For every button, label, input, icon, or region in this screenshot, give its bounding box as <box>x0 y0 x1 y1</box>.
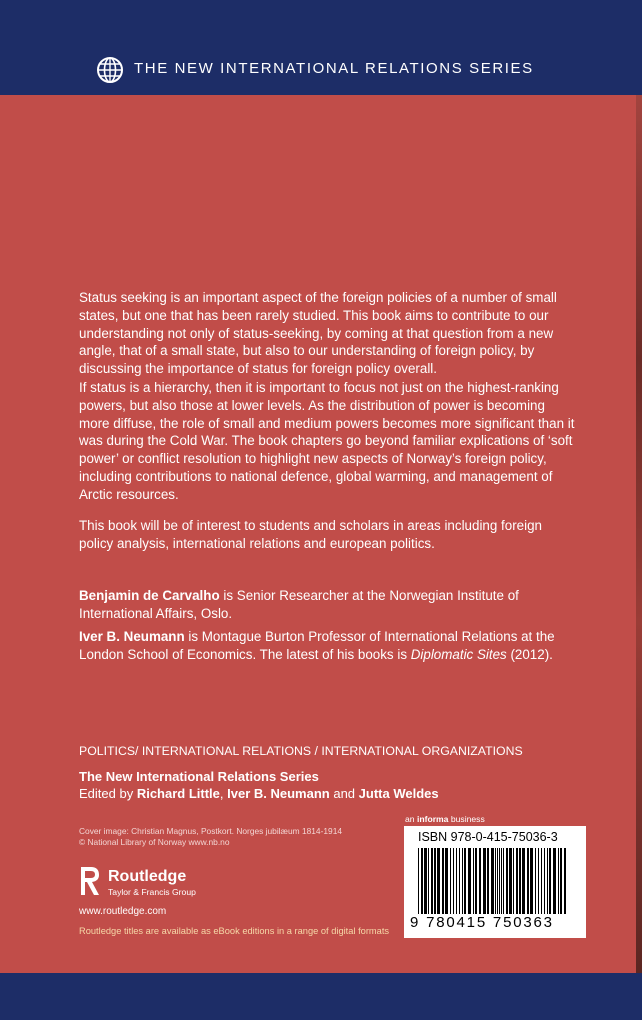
informa-brand: informa <box>416 814 449 824</box>
subject-categories: POLITICS/ INTERNATIONAL RELATIONS / INTERNATIONAL ORGANIZATIONS <box>79 744 523 758</box>
author-bio-1 <box>79 587 579 623</box>
author-name-1: Benjamin de Carvalho <box>79 588 220 603</box>
editor-1: Richard Little <box>136 786 220 801</box>
editor-3: Jutta Weldes <box>358 786 439 801</box>
barcode-digits: 9 780415 750363 <box>410 914 554 931</box>
bottom-band <box>0 973 642 1020</box>
series-editors <box>79 785 439 802</box>
blurb-text-3: This book will be of interest to students and scholars in areas including foreign policy analysis, international relations and european politics. <box>79 518 542 551</box>
isbn-label: ISBN 978-0-415-75036-3 <box>418 830 558 844</box>
author-name-2: Iver B. Neumann <box>79 629 185 644</box>
top-band <box>0 0 642 95</box>
blurb-text-2: If status is a hierarchy, then it is important to focus not just on the highest-ranking powers, but also those at lower levels. As the distribution of power is becoming more diffuse, the role of small and medium powers becomes more significant than it was during the Cold War. The book chapters go beyond familiar explications of ‘soft power’ or conflict resolution to highlight new aspects of Norway’s foreign policy, including contributions to national defence, global warming, and management of Arctic resources. <box>79 380 575 502</box>
series-title: THE NEW INTERNATIONAL RELATIONS SERIES <box>134 60 534 77</box>
editor-separator: , <box>219 786 228 801</box>
blurb-text-1: Status seeking is an important aspect of the foreign policies of a number of small states, but one that has been rarely studied. This book aims to contribute to our understanding not only of status-seeking, by coming at that question from a new angle, that of a small state, but also to our understanding of foreign policy, by discussing the importance of status for foreign policy overall. <box>79 290 557 377</box>
author-bio-text-1: is Senior Researcher at the Norwegian Institute of International Affairs, Oslo. <box>79 588 519 621</box>
series-info <box>79 768 439 802</box>
cover-credit-line-2: © National Library of Norway www.nb.no <box>79 837 230 847</box>
globe-icon <box>96 56 124 84</box>
isbn-barcode <box>404 826 586 938</box>
blurb-paragraph-3 <box>79 517 579 553</box>
barcode-bars <box>418 848 570 914</box>
author-book-year: (2012). <box>506 646 553 662</box>
blurb-paragraph-1 <box>79 289 579 378</box>
routledge-r-icon <box>79 866 101 896</box>
edited-by-label: Edited by <box>79 786 137 801</box>
publisher-name: Routledge <box>108 868 187 885</box>
editor-and: and <box>329 786 359 801</box>
publisher-group: Taylor & Francis Group <box>108 887 196 897</box>
editor-2: Iver B. Neumann <box>227 786 330 801</box>
author-bio-text-2: is Montague Burton Professor of International Relations at the London School of Economics. The latest of his books is <box>79 629 555 662</box>
author-book-title: Diplomatic Sites <box>410 646 507 662</box>
cover-credits <box>79 826 342 848</box>
spine-edge <box>636 95 642 973</box>
cover-credit-line-1: Cover image: Christian Magnus, Postkort. Norges jubilæum 1814-1914 <box>79 826 343 836</box>
publisher-url: www.routledge.com <box>79 906 167 917</box>
informa-suffix: business <box>448 814 485 824</box>
informa-prefix: an <box>405 814 417 824</box>
blurb-paragraph-2 <box>79 379 579 504</box>
author-bio-2 <box>79 628 579 664</box>
ebook-note: Routledge titles are available as eBook editions in a range of digital formats <box>79 926 390 936</box>
series-name: The New International Relations Series <box>79 769 319 784</box>
informa-business <box>405 814 485 824</box>
